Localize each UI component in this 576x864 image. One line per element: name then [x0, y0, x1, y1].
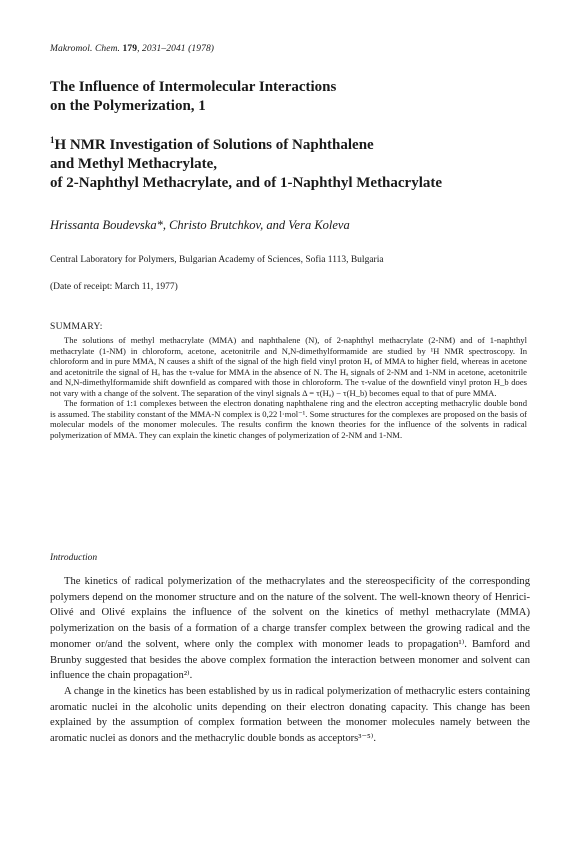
subtitle-line-1-text: H NMR Investigation of Solutions of Naphthalene	[54, 137, 374, 153]
subtitle-line-2: and Methyl Methacrylate,	[50, 156, 218, 172]
journal-volume: 179	[122, 44, 138, 54]
subtitle-line-3: of 2-Naphthyl Methacrylate, and of 1-Naphthyl Methacrylate	[50, 175, 443, 191]
subtitle-superscript: 1	[50, 135, 55, 145]
summary-paragraph: The formation of 1:1 complexes between the electron donating naphthalene ring and the electron accepting methacrylic double bond is assumed. The stability constant of the MMA-N complex is 0,22 l·mol⁻¹. Some structures for the complexes are proposed on the basis of molecular models of the monomer molecules. The results confirm the known theories for the influence of the solvents in radical polymerization of MMA. They can explain the kinetic changes of polymerization of 2-NM and 1-NM.	[50, 398, 527, 440]
summary-paragraph: The solutions of methyl methacrylate (MMA) and naphthalene (N), of 2-naphthyl methacrylate (2-NM) and of 1-naphthyl methacrylate (1-NM) in chloroform, acetone, acetonitrile and N,N-dimethylformamide are studied by ¹H NMR spectroscopy. In chloroform and in pure MMA, N causes a shift of the signal of the high field vinyl proton Hₐ of MMA to higher field, whereas in acetone and acetonitrile the signal of Hₐ has the τ-value for MMA in the absence of N. The Hₐ signals of 2-NM and 1-NM in acetone, acetonitrile and N,N-dimethylformamide shift downfield as compared with those in chloroform. The τ-value of the downfield vinyl proton H_b does not vary with a change of the solvent. The separation of the vinyl signals Δ = τ(Hₐ) − τ(H_b) becomes equal to that of pure MMA.	[50, 335, 527, 398]
summary-body	[50, 335, 527, 440]
affiliation: Central Laboratory for Polymers, Bulgarian Academy of Sciences, Sofia 1113, Bulgaria	[50, 255, 384, 265]
introduction-heading: Introduction	[50, 553, 98, 563]
introduction-body	[50, 574, 530, 747]
receipt-date: (Date of receipt: March 11, 1977)	[50, 282, 178, 292]
journal-pages-year: , 2031–2041 (1978)	[137, 44, 215, 54]
subtitle-line-1	[50, 131, 550, 155]
journal-name: Makromol. Chem.	[50, 44, 121, 54]
introduction-paragraph: A change in the kinetics has been established by us in radical polymerization of methacrylic esters containing aromatic nuclei in the alcoholic units depending on their electron donating capacity. This change has been explained by the assumption of complex formation between the monomer molecules namely between the aromatic nuclei as donors and the methacrylic double bonds as acceptors³⁻⁵⁾.	[50, 685, 530, 745]
introduction-paragraph: The kinetics of radical polymerization of the methacrylates and the stereospecificity of the corresponding polymers depend on the monomer structure and on the nature of the solvent. The well-known theory of Henrici-Olivé and Olivé explains the influence of the solvent on the kinetics of methyl methacrylate (MMA) polymerization on the basis of a formation of a charge transfer complex between the growing radical and the monomer or/and the solvent, where only the complex with monomer leads to propagation¹⁾. Bamford and Brunby suggested that besides the above complex formation the interaction between monomer and solvent can influence the chain propagation²⁾.	[50, 576, 530, 682]
author-list: Hrissanta Boudevska*, Christo Brutchkov, and Vera Koleva	[50, 218, 350, 232]
journal-citation	[50, 44, 214, 54]
summary-heading: SUMMARY:	[50, 322, 103, 332]
paper-subtitle	[50, 131, 550, 193]
paper-title	[50, 78, 530, 116]
title-line-1: The Influence of Intermolecular Interactions	[50, 79, 337, 95]
title-line-2: on the Polymerization, 1	[50, 98, 206, 114]
